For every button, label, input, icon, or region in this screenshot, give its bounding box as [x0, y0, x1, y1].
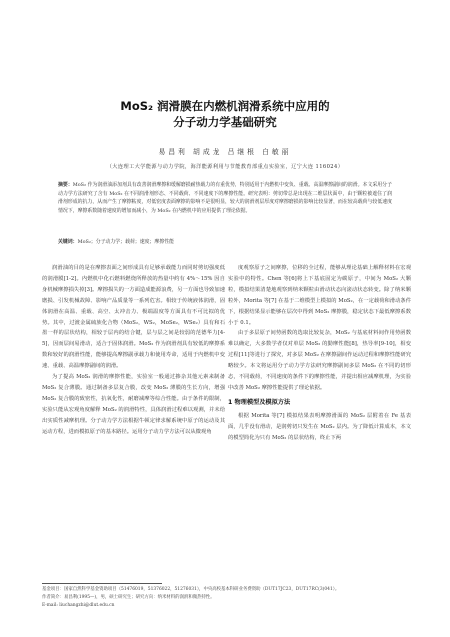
body-paragraph: 由于多层原子间势函数的选取比较复杂，MoS₂ 与基底材料间作用势函数难以确定，大多数学者仅对单层 MoS₂ 的勤摩性能[8]，热导率[9-10]，相变过程[11]等进行了探究，对多层 MoS₂ 在摩擦副间作运动过程和摩擦性能研究略较少。本文将运用分子动力学方法研究摩擦副间多层 MoS₂ 在不同的切形态，不同载荷，不同速度的条件下的摩擦性能，并提出相应减摩机理，为实验中改善 MoS₂ 摩擦性能提供了理论依据。 [228, 330, 411, 391]
keywords-label: 关键词： [58, 239, 78, 245]
abstract-label: 摘要： [58, 182, 73, 188]
body-right-column [228, 263, 411, 444]
title-line-1: MoS₂ 润滑膜在内燃机润滑系统中应用的 [120, 99, 330, 113]
footnotes [42, 586, 412, 609]
keywords-text: MoS₂；分子动力学；载荷；速度；摩擦性能 [77, 239, 174, 245]
title-line-2: 分子动力学基础研究 [173, 115, 277, 129]
keywords [58, 238, 392, 246]
abstract-text: MoS₂ 作为润滑油添加剂具有改善润滑摩擦和缓解磨损耐热载力的有重优势，特别适用于内燃机中变负、重载、高温摩擦副间的润滑。本文采用分子动力学方法研究了含有 MoS₂ 在不同润滑剂形态、不同载荷、不同速度下的摩擦性能。研究表明：剪切带总是出现在二维层状面中，由于颗粒被遮住了润滑剂形成的抗力，从而产生了摩擦粘度，对低密度表面摩擦的影响不是很明显，较大的润滑剂层厚度对摩擦磨损的影响比较显著，而在较高载荷与较低速度情况下，摩擦系数随着速度的增加而减小，为 MoS₂ 在内燃机中的应用提供了理论依据。 [58, 182, 392, 214]
funding-footnote: 基金项目：国家自然科学基金资助项目（51476019，51376022，51276031），中央高校基本科研业务费资助（DUT17JC23，DUT17RC(3)041）。 [42, 587, 340, 592]
abstract [58, 181, 392, 215]
author-list: 易昌利 胡成龙 吕继根 白敏丽 [158, 148, 292, 156]
footnote-divider [42, 583, 162, 584]
email-footnote: E-mail: liuchangzhi@dlut.edu.cn [42, 602, 115, 608]
body-left-column [42, 263, 225, 438]
affiliation: （大连理工大学能源与动力学院，海洋能源利用与节能教育部重点实验室，辽宁大连 116024） [106, 164, 344, 170]
section-heading: 1 物理模型及模拟方法 [228, 398, 291, 406]
body-paragraph: 润滑油的目的是在摩擦表面之间形成具有足够承载能力而同时剪切强度低的润滑膜[1-2]。内燃机中化石燃料燃烧所释放的热量中约有 4%～15% 因自身机械摩擦损失掉[3]。摩擦损失的一方面造成能源浪费，另一方面也导致加速磨损、引发机械故障、影响产品质量等一系列危害。相较于传统液体润滑，固体润滑在高温、重载、高空、太冲击力、极端温度等方面具有不可比拟的优势。其中，过渡金属硫族化合物（MoS₂，WS₂，MoSe₂，WSe₂）具有和石墨一样的层状结构，相较于层内的结合键，层与层之间是较弱的范德华力[4-5]，因而层间易滑动，适合于固体润滑。MoS₂ 作为润滑剂具有较低的摩擦系数和较好的润滑性能，能够提高摩擦副承载力和使用寿命，适用于内燃机中变速、重载、高温摩擦副间的润滑。 [42, 265, 225, 370]
body-paragraph: 为了提高 MoS₂ 润滑的摩擦性能，实验室一般通过掺杂其他元素来制备 MoS₂ 复合薄膜。通过制备多层复合膜，改变 MoS₂ 薄膜的生长方向，增强 MoS₂ 复合膜的致密性，抗氧化性，耐磨减摩等综合性能。由于条件的限制，实验只能从宏观角度解释 MoS₂ 的润滑特性，具体润滑过程难以观测，并未给出实质性减摩机理。分子动力学方法根据牛顿定律求解系统中原子的运动及其运动方程，进而模拟原子的基本路径。运用分子动力学方法可以从微观角 [42, 374, 225, 435]
paper-title [0, 98, 450, 130]
section-paragraph: 根据 Morita 等[7] 模拟结果表明摩擦滑面的 MoS₂ 层附着在 Fe 基表面，几乎没有滑动，是润剪切只发生在 MoS₂ 层内。为了降低计算成本，本文的模型简化为只有 MoS₂ 的层状结构，终止下两 [228, 412, 411, 441]
body-paragraph: 度观察原子之间摩擦，位移的全过程，能够从理论基础上解释材料在宏观实验中的特性。Chen 等[6]将上下基底固定为碳原子，中间为 MoS₂ 大颗粒，模拟结果清楚地观察到纳米颗粒由滑动状态向滚动状态转变。除了纳米颗粒外，Morita 等[7] 在基于二维模型上模拟的 MoS₂，在一定载荷和滑动条件下，根据结果显示能够在层次中得到 MoS₂ 摩擦膜，稳定状态下最低摩擦系数小于 0.1。 [228, 265, 411, 326]
author-bio-footnote: 作者简介：易昌利(1995—)，男，硕士研究生；研究方向：纳米材料的润滑和微热特性。 [42, 594, 215, 600]
